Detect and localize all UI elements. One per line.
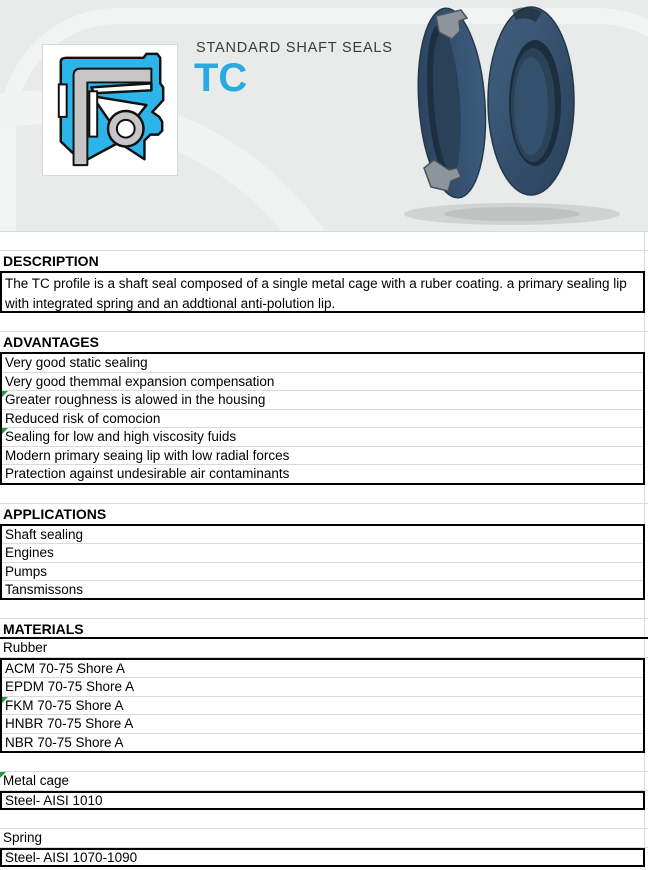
error-indicator-triangle <box>0 772 6 778</box>
material-row: NBR 70-75 Shore A <box>5 734 124 750</box>
spring-box <box>0 848 645 867</box>
application-row: Pumps <box>2 563 643 581</box>
material-row: EPDM 70-75 Shore A <box>2 678 643 696</box>
seal-ring-right-icon <box>488 7 574 195</box>
advantage-row: Modern primary seaing lip with low radial forces <box>2 447 643 466</box>
seal-rings-shadow <box>404 203 620 225</box>
error-indicator-triangle <box>2 428 8 434</box>
spacer-row <box>0 485 648 504</box>
section-title-materials: MATERIALS <box>0 619 648 639</box>
material-row: Steel- AISI 1010 <box>5 793 103 808</box>
material-group-rubber: Rubber <box>0 639 648 658</box>
spacer-row <box>0 753 648 772</box>
seal-cross-section-card <box>42 44 178 176</box>
application-row: Engines <box>2 544 643 562</box>
rubber-materials-box <box>0 658 645 753</box>
error-indicator-triangle <box>2 697 8 703</box>
spacer-row <box>0 313 648 332</box>
section-title-applications: APPLICATIONS <box>3 506 107 522</box>
advantage-row: Pratection against undesirable air contaminants <box>5 466 290 482</box>
error-indicator-triangle <box>2 391 8 397</box>
advantage-row: Greater roughness is alowed in the housing <box>2 391 643 410</box>
metal-cage-box <box>0 791 645 810</box>
advantages-box <box>0 352 645 485</box>
advantage-row: Very good themmal expansion compensation <box>2 373 643 392</box>
shaft-seal-cross-section-icon <box>43 45 177 175</box>
advantage-row: Very good static sealing <box>2 354 643 373</box>
spring-icon <box>108 111 143 146</box>
material-row: Steel- AISI 1070-1090 <box>5 850 138 865</box>
material-row: FKM 70-75 Shore A <box>2 697 643 715</box>
application-row: Shaft sealing <box>2 526 643 544</box>
section-title-advantages: ADVANTAGES <box>3 334 99 350</box>
header-banner <box>0 0 648 232</box>
section-title-description: DESCRIPTION <box>3 253 99 269</box>
material-group-metal-cage: Metal cage <box>0 772 648 791</box>
applications-box <box>0 524 645 600</box>
spacer-row <box>0 232 648 251</box>
description-box <box>0 271 645 313</box>
advantage-row: Reduced risk of comocion <box>2 410 643 429</box>
material-row: HNBR 70-75 Shore A <box>2 715 643 733</box>
profile-code: TC <box>194 56 248 100</box>
page-title: STANDARD SHAFT SEALS <box>196 40 393 56</box>
material-group-spring: Spring <box>0 829 648 848</box>
spacer-row <box>0 600 648 619</box>
material-row: ACM 70-75 Shore A <box>2 660 643 678</box>
advantage-row: Sealing for low and high viscosity fuids <box>2 428 643 447</box>
application-row: Tansmissons <box>5 581 84 597</box>
description-text: The TC profile is a shaft seal composed of a single metal cage with a ruber coating. a primary sealing lip with integrated spring and an addtional anti-polution lip. <box>5 276 627 311</box>
spacer-row <box>0 810 648 829</box>
